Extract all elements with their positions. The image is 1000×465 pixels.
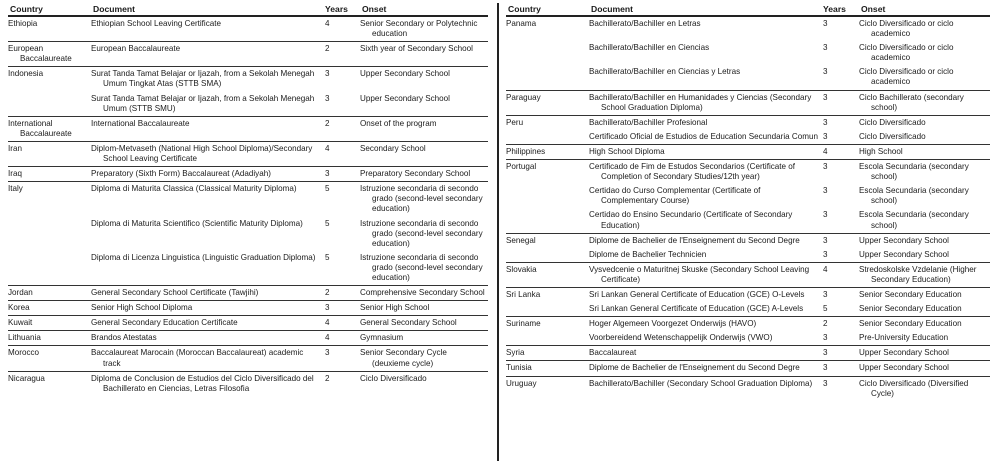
country-cell: Korea — [8, 301, 91, 316]
table-row — [8, 286, 488, 301]
country-cell: Philippines — [506, 144, 589, 159]
country-cell — [8, 92, 91, 117]
country-cell: Italy — [8, 184, 23, 194]
country-cell: Senegal — [506, 235, 536, 245]
table-row — [8, 251, 488, 286]
document-cell: Preparatory (Sixth Form) Baccalaureat (Adadiyah) — [91, 167, 323, 182]
table-row — [506, 302, 990, 317]
table-row — [506, 346, 990, 361]
country-cell: Portugal — [506, 162, 537, 172]
table-row — [8, 167, 488, 182]
table-row — [8, 16, 488, 42]
years-cell: 3 — [323, 92, 360, 117]
document-cell: Surat Tanda Tamat Belajar or Ijazah, from a Sekolah Menegah Umum Tingkat Atas (STTB SMA) — [91, 69, 315, 89]
table-row — [506, 115, 990, 130]
years-cell: 4 — [323, 316, 360, 331]
table-row — [506, 287, 990, 302]
document-cell: General Secondary Education Certificate — [91, 316, 323, 331]
table-row — [8, 67, 488, 92]
years-cell: 3 — [823, 235, 828, 245]
document-cell: Certificado de Fim de Estudos Secondarios (Certificate of Completion of Secondary Studies/12th year) — [589, 162, 796, 182]
left-table — [8, 0, 488, 396]
country-cell: Lithuania — [8, 331, 91, 346]
onset-cell: Upper Secondary School — [859, 235, 949, 245]
country-cell — [506, 302, 589, 317]
onset-cell: General Secondary School — [360, 316, 488, 331]
document-cell: Diplom-Metvaseth (National High School Diploma)/Secondary School Leaving Certificate — [91, 141, 323, 166]
country-cell: Peru — [506, 117, 524, 127]
table-row — [506, 160, 990, 185]
document-cell: Certidao do Ensino Secundario (Certificate of Secondary Education) — [589, 208, 821, 233]
onset-cell: Senior Secondary Education — [859, 289, 962, 299]
country-cell: Jordan — [8, 286, 91, 301]
onset-cell: Escola Secundaria (secondary school) — [859, 186, 969, 206]
years-cell: 3 — [821, 130, 859, 145]
onset-cell: Upper Secondary School — [360, 69, 450, 79]
country-cell — [506, 41, 589, 65]
years-cell: 3 — [323, 301, 360, 316]
document-cell: Bachillerato/Bachiller en Ciencias — [589, 43, 710, 53]
right-column — [506, 0, 990, 465]
document-cell: Diplome de Bachelier de l'Enseignement du Second Degre — [589, 235, 800, 245]
years-cell: 3 — [821, 361, 859, 376]
years-cell: 3 — [821, 248, 859, 263]
years-cell: 2 — [325, 373, 330, 383]
table-row — [506, 361, 990, 376]
left-table-body — [8, 16, 488, 396]
country-cell — [506, 208, 589, 233]
header-years: Years — [323, 0, 360, 16]
document-cell: Certidao do Curso Complementar (Certificate of Complementary Course) — [589, 186, 761, 206]
country-cell — [506, 248, 589, 263]
country-cell — [8, 217, 91, 251]
country-cell — [506, 331, 589, 346]
document-cell: Hoger Algemeen Voorgezet Onderwijs (HAVO) — [589, 319, 757, 329]
onset-cell: Istruzione secondaria di secondo grado (second-level secondary education) — [360, 251, 488, 286]
country-cell: International Baccalaureate — [8, 116, 91, 141]
years-cell: 3 — [821, 208, 859, 233]
document-cell: High School Diploma — [589, 144, 821, 159]
onset-cell: Onset of the program — [360, 116, 488, 141]
years-cell: 4 — [323, 16, 360, 42]
years-cell: 4 — [323, 331, 360, 346]
years-cell: 3 — [823, 289, 828, 299]
years-cell: 5 — [323, 251, 360, 286]
onset-cell: High School — [859, 144, 990, 159]
onset-cell: Sixth year of Secondary School — [360, 42, 488, 67]
years-cell: 3 — [823, 186, 828, 196]
table-row — [8, 116, 488, 141]
onset-cell: Ciclo Diversificado or ciclo academico — [859, 43, 954, 63]
years-cell: 3 — [821, 90, 859, 115]
onset-cell: Senior High School — [360, 301, 488, 316]
document-cell: Voorbereidend Wetenschappelijk Onderwijs (VWO) — [589, 331, 821, 346]
table-row — [8, 217, 488, 251]
table-row — [506, 376, 990, 401]
table-row — [506, 317, 990, 332]
onset-cell: Upper Secondary School — [360, 92, 488, 117]
years-cell: 5 — [325, 184, 330, 194]
document-cell: Bachillerato/Bachiller en Humanidades y Ciencias (Secondary School Graduation Diploma) — [589, 90, 821, 115]
table-row — [506, 41, 990, 65]
onset-cell: Upper Secondary School — [859, 361, 990, 376]
years-cell: 4 — [323, 141, 360, 166]
years-cell: 3 — [823, 378, 828, 388]
header-years: Years — [821, 0, 859, 16]
years-cell: 3 — [821, 331, 859, 346]
onset-cell: Istruzione secondaria di secondo grado (second-level secondary education) — [360, 184, 483, 214]
onset-cell: Ciclo Diversificado (Diversified Cycle) — [859, 378, 969, 398]
onset-cell: Upper Secondary School — [859, 346, 990, 361]
country-cell: Syria — [506, 346, 589, 361]
document-cell: International Baccalaureate — [91, 116, 323, 141]
years-cell: 3 — [325, 69, 330, 79]
onset-cell: Ciclo Diversificado — [859, 130, 990, 145]
onset-cell: Senior Secondary Cycle (deuxieme cycle) — [360, 346, 488, 371]
table-row — [506, 90, 990, 115]
right-table-body — [506, 16, 990, 401]
country-cell: Slovakia — [506, 262, 589, 287]
document-cell: Senior High School Diploma — [91, 301, 323, 316]
document-cell: Diploma de Conclusion de Estudios del Ciclo Diversificado del Bachillerato en Ciencias, Letras Filosofia — [91, 373, 314, 393]
table-row — [8, 371, 488, 396]
table-row — [506, 208, 990, 233]
document-cell: Baccalaureat Marocain (Moroccan Baccalaureat) academic track — [91, 346, 323, 371]
country-cell — [506, 130, 589, 145]
years-cell: 3 — [823, 117, 828, 127]
country-cell: Nicaragua — [8, 373, 45, 383]
onset-cell: Senior Secondary Education — [859, 302, 990, 317]
document-cell: Diplome de Bachelier Technicien — [589, 248, 821, 263]
onset-cell: Stredoskolske Vzdelanie (Higher Secondary Education) — [859, 262, 990, 287]
onset-cell: Escola Secundaria (secondary school) — [859, 162, 969, 182]
right-table — [506, 0, 990, 401]
document-cell: Bachillerato/Bachiller en Letras — [589, 19, 701, 28]
table-row — [506, 233, 990, 248]
country-cell — [8, 251, 91, 286]
document-cell: Sri Lankan General Certificate of Education (GCE) A-Levels — [589, 302, 821, 317]
onset-cell: Ciclo Bachillerato (secondary school) — [859, 90, 990, 115]
country-cell — [506, 184, 589, 208]
table-row — [8, 182, 488, 217]
document-cell: General Secondary School Certificate (Tawjihi) — [91, 286, 323, 301]
table-row — [8, 92, 488, 117]
table-row — [506, 331, 990, 346]
document-cell: Diplome de Bachelier de l'Enseignement du Second Degre — [589, 361, 821, 376]
table-row — [8, 301, 488, 316]
country-cell: Indonesia — [8, 69, 44, 79]
document-cell: Ethiopian School Leaving Certificate — [91, 16, 323, 42]
onset-cell: Secondary School — [360, 141, 488, 166]
document-cell: Bachillerato/Bachiller (Secondary School Graduation Diploma) — [589, 378, 813, 388]
country-cell: Iraq — [8, 167, 91, 182]
country-cell: Tunisia — [506, 361, 589, 376]
onset-cell: Ciclo Diversificado — [360, 373, 427, 383]
country-cell: European Baccalaureate — [8, 42, 91, 67]
years-cell: 4 — [821, 144, 859, 159]
years-cell: 3 — [821, 346, 859, 361]
onset-cell: Comprehensive Secondary School — [360, 286, 488, 301]
country-cell: Morocco — [8, 346, 91, 371]
header-country: Country — [506, 0, 589, 16]
onset-cell: Preparatory Secondary School — [360, 167, 488, 182]
header-onset: Onset — [859, 0, 990, 16]
country-cell: Ethiopia — [8, 16, 91, 42]
table-row — [506, 248, 990, 263]
header-document: Document — [589, 0, 821, 16]
column-divider — [497, 3, 499, 461]
country-cell: Panama — [506, 19, 537, 28]
document-cell: Diploma di Licenza Linguistica (Linguistic Graduation Diploma) — [91, 251, 323, 286]
onset-cell: Istruzione secondaria di secondo grado (second-level secondary education) — [360, 218, 483, 248]
table-row — [506, 65, 990, 90]
onset-cell: Gymnasium — [360, 331, 488, 346]
years-cell: 3 — [323, 346, 360, 371]
table-row — [506, 130, 990, 145]
onset-cell: Pre-University Education — [859, 331, 990, 346]
header-country: Country — [8, 0, 91, 16]
years-cell: 3 — [823, 162, 828, 172]
years-cell: 4 — [821, 262, 859, 287]
document-cell: Diploma di Maturita Classica (Classical Maturity Diploma) — [91, 184, 297, 194]
years-cell: 3 — [823, 19, 828, 28]
table-row — [8, 316, 488, 331]
country-cell: Paraguay — [506, 90, 589, 115]
years-cell: 3 — [821, 65, 859, 90]
table-row — [506, 262, 990, 287]
onset-cell: Upper Secondary School — [859, 248, 990, 263]
document-cell: Sri Lankan General Certificate of Education (GCE) O-Levels — [589, 289, 805, 299]
years-cell: 2 — [323, 42, 360, 67]
document-cell: Brandos Atestatas — [91, 331, 323, 346]
onset-cell: Escola Secundaria (secondary school) — [859, 208, 990, 233]
header-onset: Onset — [360, 0, 488, 16]
country-cell: Kuwait — [8, 316, 91, 331]
document-cell: European Baccalaureate — [91, 42, 323, 67]
years-cell: 5 — [821, 302, 859, 317]
years-cell: 2 — [823, 319, 828, 329]
document-cell: Vysvedcenie o Maturitnej Skuske (Secondary School Leaving Certificate) — [589, 262, 821, 287]
country-cell: Suriname — [506, 319, 541, 329]
country-cell: Iran — [8, 141, 91, 166]
country-cell: Sri Lanka — [506, 289, 541, 299]
onset-cell: Ciclo Diversificado or ciclo academico — [859, 65, 990, 90]
table-row — [8, 346, 488, 371]
document-cell: Bachillerato/Bachiller Profesional — [589, 117, 708, 127]
table-row — [506, 184, 990, 208]
table-row — [506, 16, 990, 41]
onset-cell: Senior Secondary Education — [859, 319, 962, 329]
header-document: Document — [91, 0, 323, 16]
country-cell — [506, 65, 589, 90]
onset-cell: Ciclo Diversificado — [859, 117, 926, 127]
document-cell: Surat Tanda Tamat Belajar or Ijazah, from a Sekolah Menegah Umum (STTB SMU) — [91, 92, 323, 117]
document-cell: Bachillerato/Bachiller en Ciencias y Letras — [589, 65, 821, 90]
years-cell: 5 — [325, 218, 330, 228]
document-cell: Certificado Oficial de Estudios de Education Secundaria Comun — [589, 130, 821, 145]
table-row — [8, 42, 488, 67]
document-cell: Baccalaureat — [589, 346, 821, 361]
years-cell: 3 — [323, 167, 360, 182]
table-row — [8, 331, 488, 346]
country-cell: Uruguay — [506, 378, 537, 388]
document-cell: Diploma di Maturita Scientifico (Scientific Maturity Diploma) — [91, 218, 303, 228]
left-column — [8, 0, 488, 465]
onset-cell: Senior Secondary or Polytechnic education — [360, 16, 488, 42]
table-row — [8, 141, 488, 166]
years-cell: 2 — [323, 286, 360, 301]
table-row — [506, 144, 990, 159]
onset-cell: Ciclo Diversificado or ciclo academico — [859, 19, 954, 39]
years-cell: 3 — [823, 43, 828, 53]
years-cell: 2 — [323, 116, 360, 141]
